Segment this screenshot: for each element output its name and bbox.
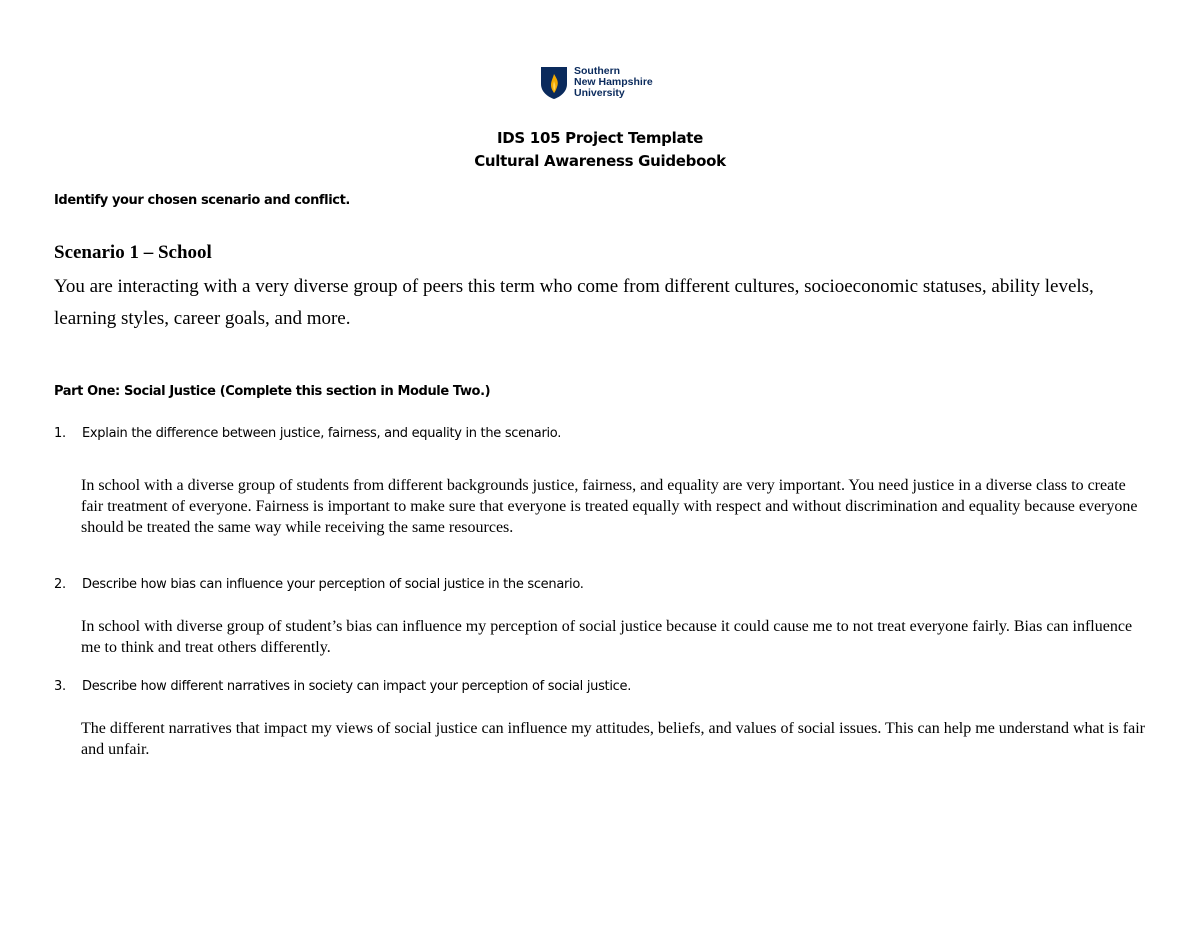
scenario-section [54,241,1154,335]
logo-line-3: University [574,87,625,99]
part-one-heading: Part One: Social Justice (Complete this section in Module Two.) [54,384,491,399]
answer-1: In school with a diverse group of students from different backgrounds justice, fairness, and equality are very important. You need justice in a diverse class to create fair treatment of everyone. Fairness is important to make sure that everyone is treated equally with respect and without discrimination and equality because everyone should be treated the same way while receiving the same resources. [81,477,1138,536]
document-header [0,127,1200,173]
instruction-text: Identify your chosen scenario and conflict. [54,193,350,208]
question-2 [54,577,584,592]
question-number: 1. [54,426,66,441]
question-1 [54,426,561,441]
question-number: 3. [54,679,66,694]
logo-line-1: Southern [574,65,621,77]
shield-flame-icon [540,66,568,100]
scenario-title: Scenario 1 – School [54,242,212,263]
question-prompt: Describe how different narratives in society can impact your perception of social justice. [82,679,632,694]
answer-2: In school with diverse group of student’s bias can influence my perception of social justice because it could cause me to not treat everyone fairly. Bias can influence me to think and treat others differently. [81,618,1133,656]
question-3 [54,679,631,694]
question-prompt: Describe how bias can influence your perception of social justice in the scenario. [82,577,584,592]
scenario-body: You are interacting with a very diverse group of peers this term who come from different cultures, socioeconomic statuses, ability levels, learning styles, career goals, and more. [54,276,1094,329]
question-prompt: Explain the difference between justice, fairness, and equality in the scenario. [82,426,562,441]
logo-line-2: New Hampshire [574,76,653,88]
document-title: IDS 105 Project Template [496,129,704,147]
snhu-logo [540,66,653,102]
question-number: 2. [54,577,66,592]
document-subtitle: Cultural Awareness Guidebook [474,152,726,170]
answer-3: The different narratives that impact my views of social justice can influence my attitudes, beliefs, and values of social issues. This can help me understand what is fair and unfair. [81,720,1145,758]
logo-wordmark [574,66,653,99]
